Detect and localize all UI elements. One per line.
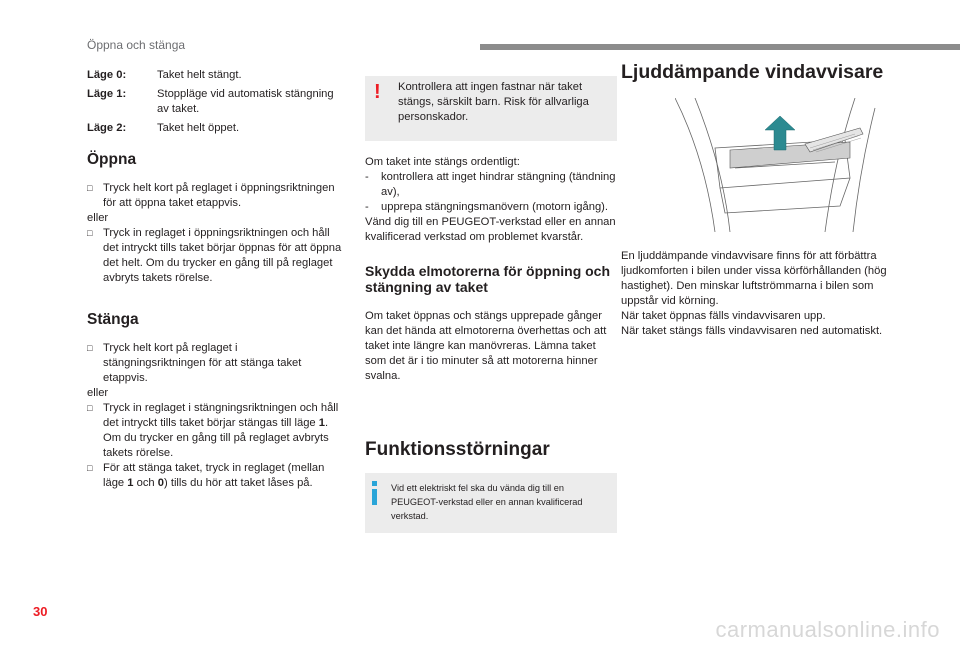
position-desc: Taket helt stängt. — [157, 69, 242, 81]
wind-deflector-illustration — [675, 98, 885, 232]
position-label: Läge 0: — [87, 69, 127, 81]
section-title-close: Stänga — [87, 311, 139, 328]
dash-bullet: - — [365, 171, 369, 183]
list-item — [365, 200, 617, 215]
bullet-text: Tryck helt kort på reglaget i öppningsriktningen för att öppna taket etappvis. — [103, 182, 335, 209]
section-title-deflector: Ljuddämpande vindavvisare — [621, 61, 884, 83]
info-box — [365, 473, 617, 533]
paragraph: Om taket inte stängs ordentligt: — [365, 156, 520, 168]
page-number: 30 — [33, 604, 48, 619]
section-title-malfunction: Funktionsstörningar — [365, 439, 550, 460]
list-item — [87, 226, 342, 286]
dash-bullet: - — [365, 201, 369, 213]
position-label: Läge 1: — [87, 88, 127, 100]
page-header-title: Öppna och stänga — [87, 38, 186, 52]
list-item-text: kontrollera att inget hindrar stängning (tändning av), — [381, 171, 616, 198]
warning-exclamation-icon: ! — [374, 81, 381, 103]
paragraph: När taket öppnas fälls vindavvisaren upp. — [621, 310, 826, 322]
position-row — [87, 87, 342, 117]
watermark: carmanualsonline.info — [715, 617, 940, 642]
paragraph: Om taket öppnas och stängs upprepade gånger kan det hända att elmotorerna överhettas och att taket inte längre kan manövreras. Lämna taket som det är i tio minuter så att motorerna hinner svalna. — [365, 310, 607, 382]
paragraph: Vänd dig till en PEUGEOT-verkstad eller en annan kvalificerad verkstad om problemet kvarstår. — [365, 216, 616, 243]
section-title-motor: Skydda elmotorerna för öppning och stängning av taket — [365, 263, 611, 295]
list-item-text: upprepa stängningsmanövern (motorn igång). — [381, 201, 608, 213]
list-item — [87, 341, 342, 386]
position-row — [87, 68, 342, 83]
or-text: eller — [87, 387, 109, 399]
position-desc: Stoppläge vid automatisk stängning av taket. — [157, 88, 334, 115]
info-icon — [372, 481, 377, 505]
position-row — [87, 121, 342, 136]
list-item — [365, 170, 617, 200]
header-rule — [480, 44, 960, 50]
column-left — [87, 68, 342, 491]
position-label: Läge 2: — [87, 122, 127, 134]
bullet-text: Tryck in reglaget i stängningsriktningen och håll det intryckt tills taket börjar stängas till läge 1. Om du trycker en gång till på reglaget avbryts takets rörelse. — [103, 402, 339, 459]
paragraph: När taket stängs fälls vindavvisaren ned automatiskt. — [621, 325, 883, 337]
bullet-text: Tryck in reglaget i öppningsriktningen och håll det intryckt tills taket börjar öppnas för att öppna det helt. Om du trycker en gång till på reglaget avbryts takets rörelse. — [103, 227, 342, 284]
warning-box — [365, 76, 617, 141]
list-item — [87, 401, 342, 461]
checkbox-bullet-icon: □ — [87, 228, 93, 238]
checkbox-bullet-icon: □ — [87, 343, 93, 353]
position-desc: Taket helt öppet. — [157, 122, 240, 134]
paragraph: En ljuddämpande vindavvisare finns för att förbättra ljudkomforten i bilen under vissa körförhållanden (hög hastighet). Den minskar luftströmmarna i bilen som uppstår vid körning. — [621, 250, 887, 307]
checkbox-bullet-icon: □ — [87, 183, 93, 193]
section-title-open: Öppna — [87, 151, 137, 168]
warning-text: Kontrollera att ingen fastnar när taket stängs, särskilt barn. Risk för allvarliga personskador. — [398, 81, 589, 123]
checkbox-bullet-icon: □ — [87, 463, 93, 473]
column-right — [621, 61, 896, 339]
info-text: Vid ett elektriskt fel ska du vända dig till en PEUGEOT-verkstad eller en annan kvalificerad verkstad. — [391, 483, 583, 521]
bullet-text: Tryck helt kort på reglaget i stängningsriktningen för att stänga taket etappvis. — [103, 342, 302, 384]
list-item — [87, 181, 342, 211]
checkbox-bullet-icon: □ — [87, 403, 93, 413]
list-item — [87, 461, 342, 491]
or-text: eller — [87, 212, 109, 224]
column-middle — [365, 76, 617, 533]
bullet-text: För att stänga taket, tryck in reglaget (mellan läge 1 och 0) tills du hör att taket låses på. — [103, 462, 325, 489]
